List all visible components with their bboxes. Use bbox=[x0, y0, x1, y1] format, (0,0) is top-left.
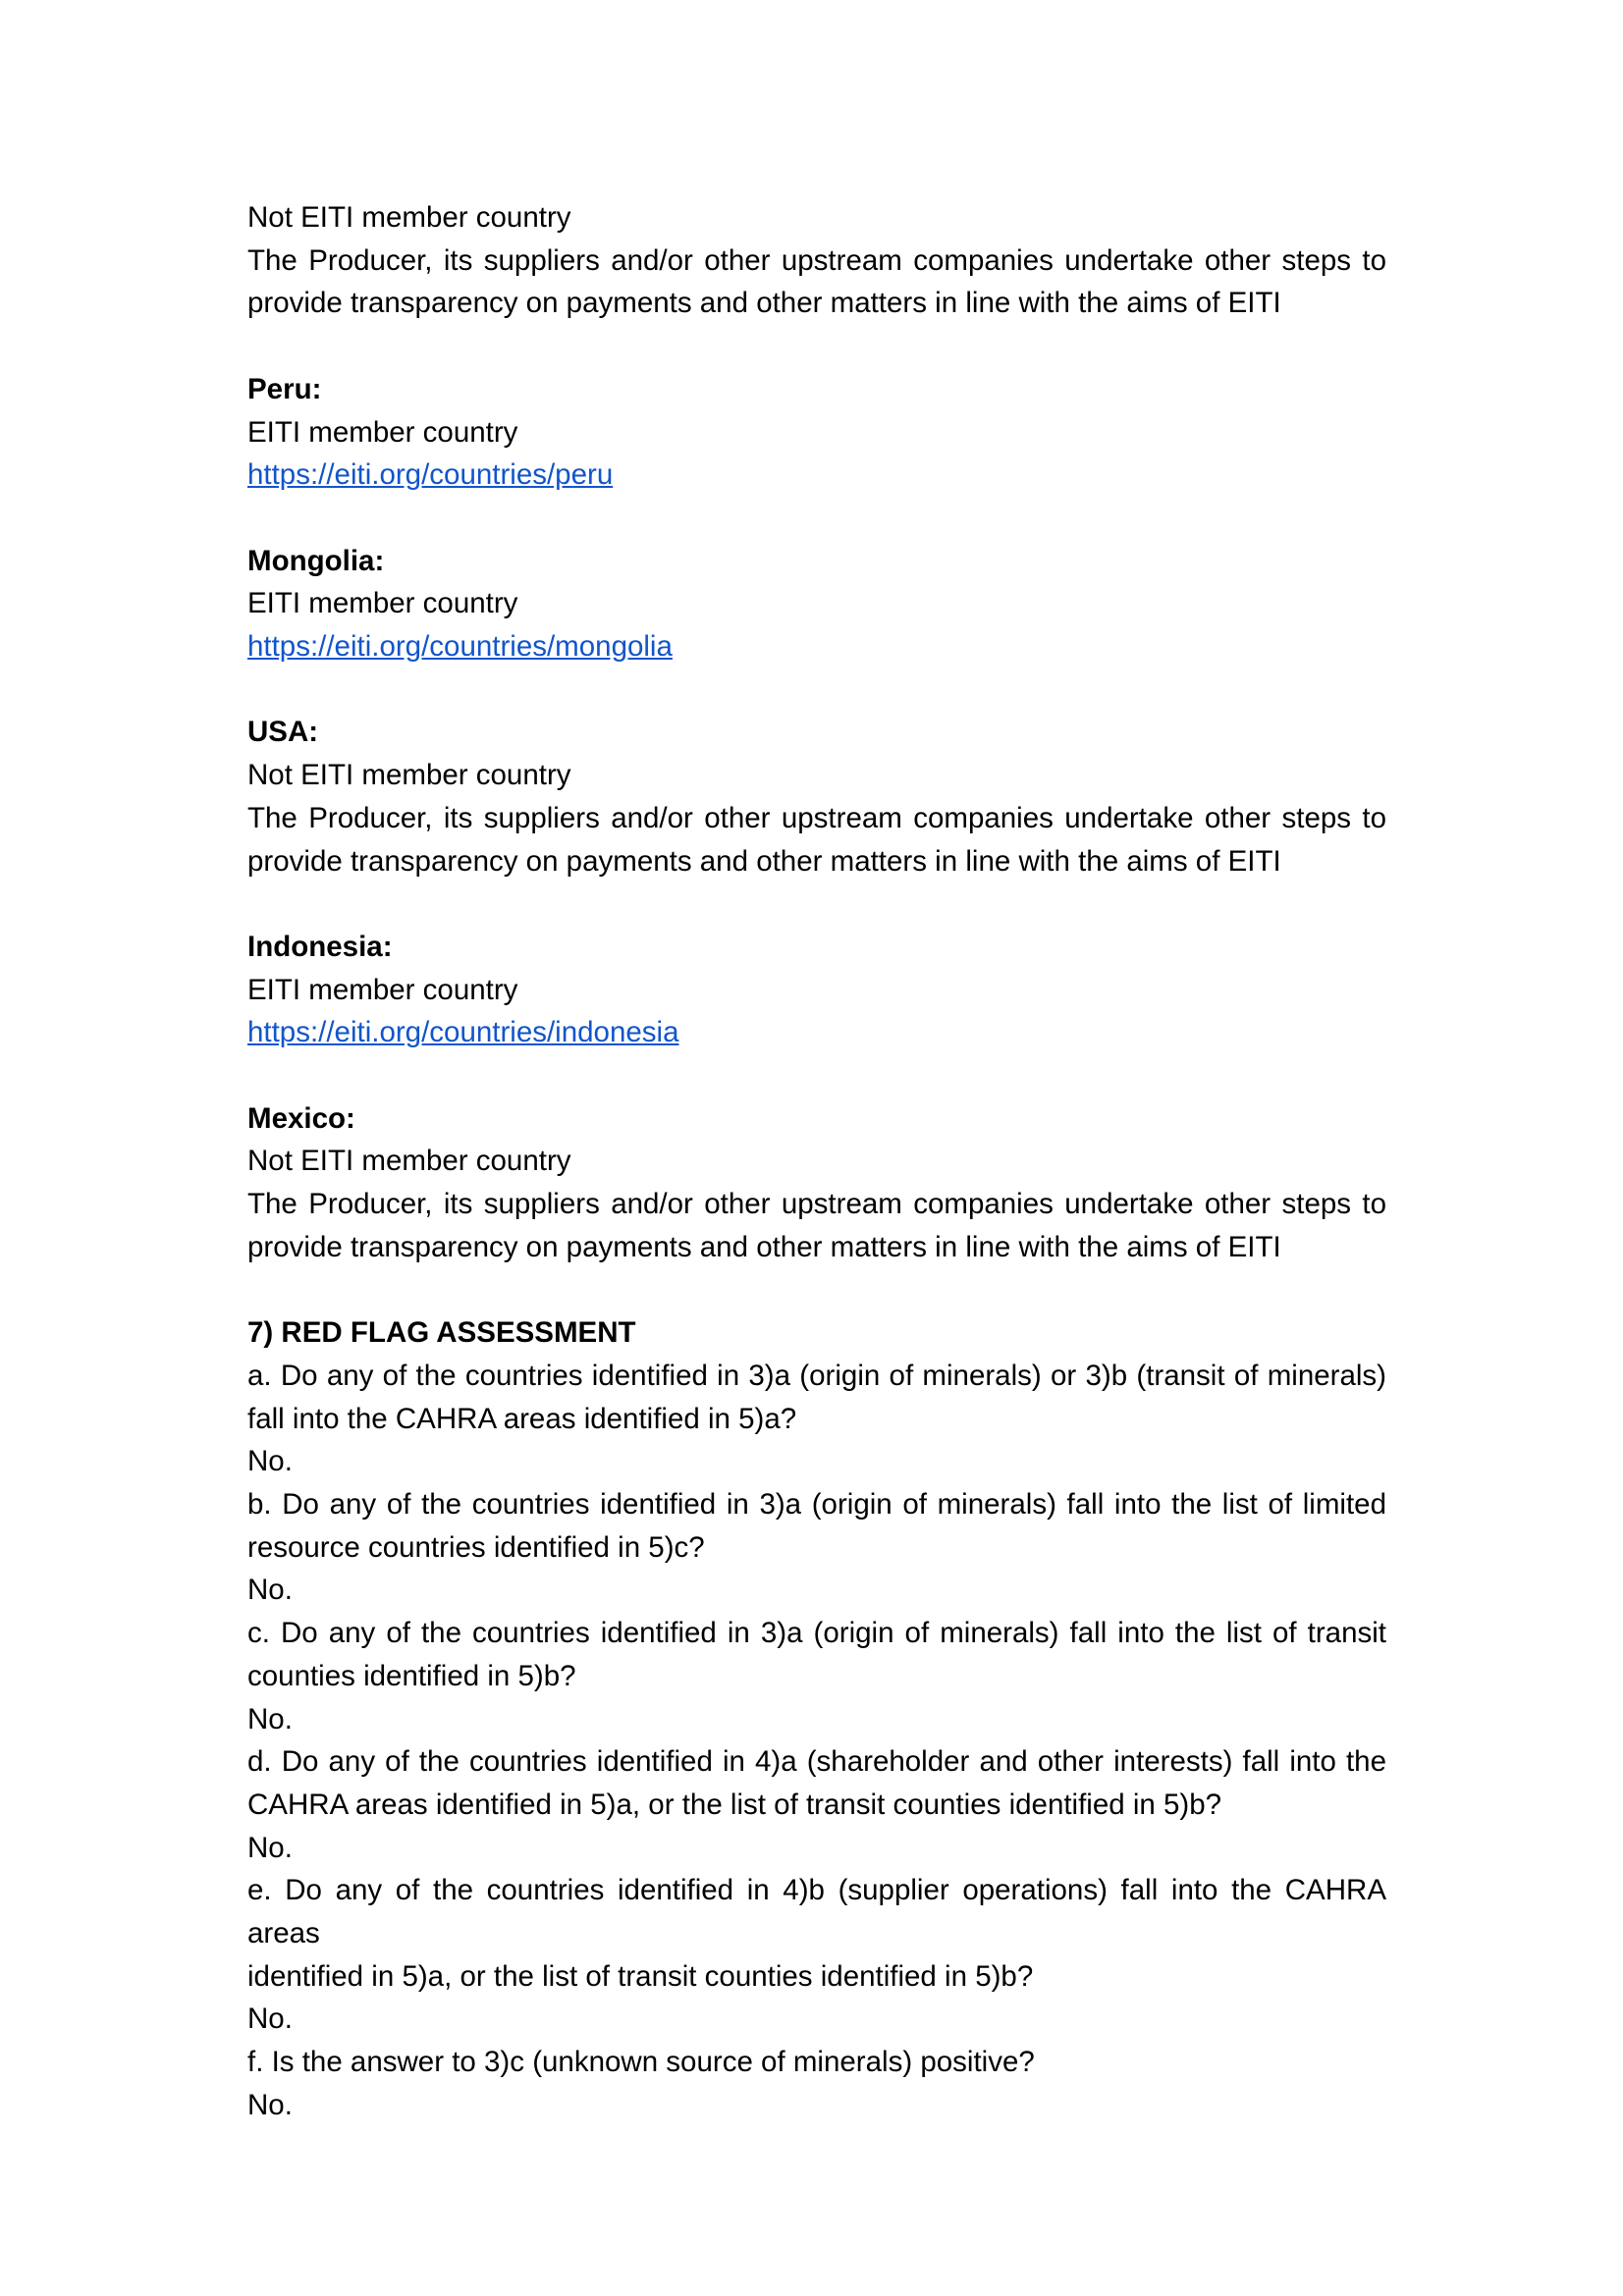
country-status-mongolia: EITI member country bbox=[247, 587, 518, 620]
intro-status: Not EITI member country bbox=[247, 201, 571, 234]
question-b-line-2: resource countries identified in 5)c? bbox=[247, 1530, 705, 1564]
intro-note-line-1: The Producer, its suppliers and/or other upstream companies undertake other steps to bbox=[247, 243, 1386, 277]
question-d-line-2: CAHRA areas identified in 5)a, or the list of transit counties identified in 5)b? bbox=[247, 1788, 1222, 1821]
country-heading-peru: Peru: bbox=[247, 372, 322, 405]
country-status-indonesia: EITI member country bbox=[247, 973, 518, 1006]
answer-c: No. bbox=[247, 1702, 293, 1735]
country-note-usa-line-1: The Producer, its suppliers and/or other upstream companies undertake other steps to bbox=[247, 801, 1386, 834]
question-f-line-1: f. Is the answer to 3)c (unknown source of minerals) positive? bbox=[247, 2046, 1035, 2079]
country-heading-mexico: Mexico: bbox=[247, 1101, 355, 1135]
answer-a: No. bbox=[247, 1445, 293, 1478]
country-link-peru[interactable]: https://eiti.org/countries/peru bbox=[247, 458, 614, 492]
question-d-line-1: d. Do any of the countries identified in 4)a (shareholder and other interests) fall into the bbox=[247, 1745, 1386, 1779]
question-c-line-2: counties identified in 5)b? bbox=[247, 1659, 576, 1692]
intro-note-line-2: provide transparency on payments and other matters in line with the aims of EITI bbox=[247, 287, 1281, 320]
question-a-line-1: a. Do any of the countries identified in 3)a (origin of minerals) or 3)b (transit of minerals) bbox=[247, 1359, 1386, 1392]
country-heading-mongolia: Mongolia: bbox=[247, 544, 385, 577]
answer-e: No. bbox=[247, 2002, 293, 2036]
answer-b: No. bbox=[247, 1574, 293, 1607]
question-e-line-2: identified in 5)a, or the list of transit counties identified in 5)b? bbox=[247, 1959, 1034, 1993]
question-c-line-1: c. Do any of the countries identified in 3)a (origin of minerals) fall into the list of transit bbox=[247, 1617, 1386, 1650]
answer-d: No. bbox=[247, 1831, 293, 1864]
question-b-line-1: b. Do any of the countries identified in 3)a (origin of minerals) fall into the list of limited bbox=[247, 1488, 1386, 1521]
country-link-mongolia[interactable]: https://eiti.org/countries/mongolia bbox=[247, 630, 673, 663]
question-a-line-2: fall into the CAHRA areas identified in 5)a? bbox=[247, 1402, 797, 1435]
country-note-mexico-line-1: The Producer, its suppliers and/or other upstream companies undertake other steps to bbox=[247, 1188, 1386, 1221]
country-link-indonesia[interactable]: https://eiti.org/countries/indonesia bbox=[247, 1016, 679, 1049]
country-note-usa-line-2: provide transparency on payments and other matters in line with the aims of EITI bbox=[247, 844, 1281, 878]
country-note-mexico-line-2: provide transparency on payments and other matters in line with the aims of EITI bbox=[247, 1230, 1281, 1263]
country-status-peru: EITI member country bbox=[247, 415, 518, 449]
answer-f: No. bbox=[247, 2088, 293, 2121]
country-heading-usa: USA: bbox=[247, 716, 319, 749]
country-status-mexico: Not EITI member country bbox=[247, 1145, 571, 1178]
document-page bbox=[247, 196, 1386, 2127]
section-heading-red-flag: 7) RED FLAG ASSESSMENT bbox=[247, 1316, 636, 1350]
country-status-usa: Not EITI member country bbox=[247, 759, 571, 792]
country-heading-indonesia: Indonesia: bbox=[247, 930, 393, 963]
question-e-line-1: e. Do any of the countries identified in 4)b (supplier operations) fall into the CAHRA areas bbox=[247, 1874, 1386, 1950]
